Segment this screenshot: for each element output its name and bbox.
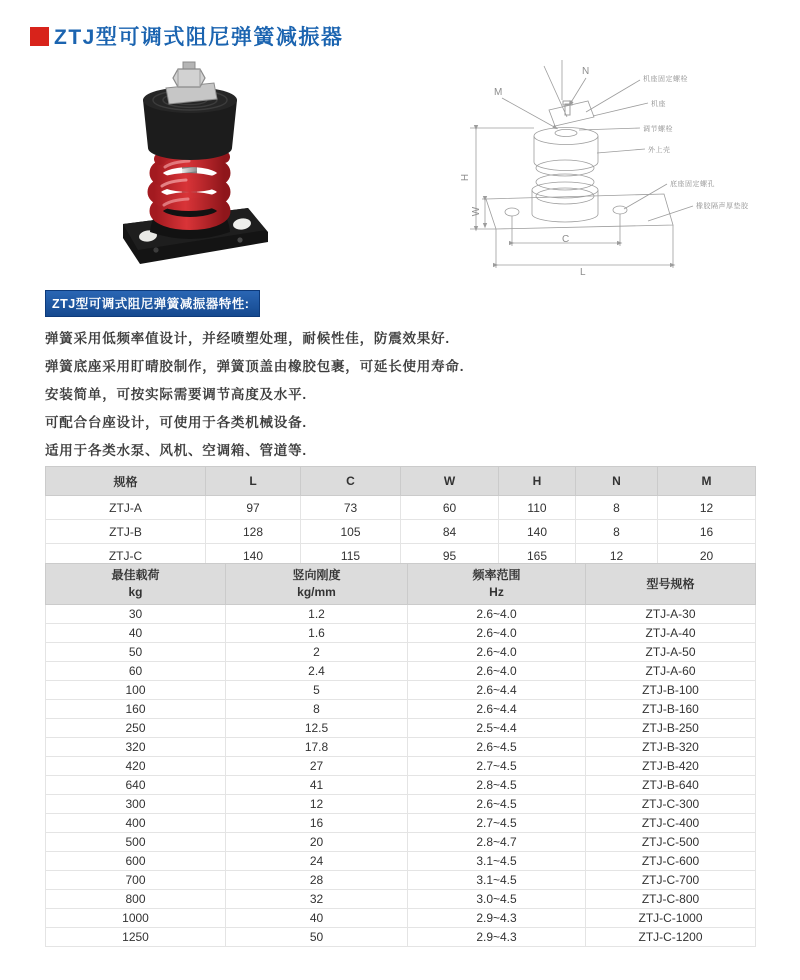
table-cell: ZTJ-C-500: [586, 833, 756, 852]
table-cell: 2.6~4.0: [408, 605, 586, 624]
page-header: [30, 21, 343, 51]
table-cell: 420: [46, 757, 226, 776]
table-row: [46, 814, 756, 833]
technical-diagram: [436, 54, 796, 290]
table-cell: 105: [301, 520, 401, 544]
col-header-stiffness-title: 竖向刚度: [292, 568, 341, 582]
fixing-bolt: [563, 78, 586, 115]
table-cell: 12.5: [226, 719, 408, 738]
table-cell: ZTJ-B-420: [586, 757, 756, 776]
table-cell: 3.1~4.5: [408, 852, 586, 871]
table-cell: 165: [499, 544, 576, 568]
table-cell: 5: [226, 681, 408, 700]
table-cell: 140: [206, 544, 301, 568]
table-cell: 500: [46, 833, 226, 852]
spec-table: [45, 563, 756, 947]
table-cell: ZTJ-A-40: [586, 624, 756, 643]
product-photo: [90, 56, 366, 292]
col-header-spec: 规格: [46, 467, 206, 496]
dimension-table-header-row: [46, 467, 756, 496]
table-cell: ZTJ-C-300: [586, 795, 756, 814]
table-cell: 3.0~4.5: [408, 890, 586, 909]
table-row: [46, 681, 756, 700]
callout-adjusting-bolt: 调节螺栓: [643, 126, 673, 133]
table-cell: ZTJ-B-100: [586, 681, 756, 700]
callout-machine-base: 机座: [651, 101, 666, 108]
table-cell: 84: [401, 520, 499, 544]
spec-table-body: [46, 605, 756, 947]
feature-line: 适用于各类水泵、风机、空调箱、管道等.: [45, 443, 307, 458]
table-cell: ZTJ-C-600: [586, 852, 756, 871]
table-cell: ZTJ-B-160: [586, 700, 756, 719]
table-cell: 60: [401, 496, 499, 520]
table-row: [46, 871, 756, 890]
table-cell: 2.9~4.3: [408, 928, 586, 947]
table-cell: 2.8~4.7: [408, 833, 586, 852]
col-header-n: N: [576, 467, 658, 496]
table-cell: 2.6~4.0: [408, 643, 586, 662]
table-cell: 128: [206, 520, 301, 544]
table-cell: ZTJ-A: [46, 496, 206, 520]
table-cell: 27: [226, 757, 408, 776]
table-cell: 30: [46, 605, 226, 624]
col-header-model-title: 型号规格: [646, 576, 695, 591]
table-row: [46, 890, 756, 909]
dimension-table: [45, 466, 756, 568]
feature-line: 弹簧采用低频率值设计，并经喷塑处理，耐候性佳，防震效果好.: [45, 331, 450, 346]
table-cell: 40: [46, 624, 226, 643]
table-cell: 8: [226, 700, 408, 719]
table-cell: 320: [46, 738, 226, 757]
l-dimension: [496, 225, 673, 268]
table-cell: 2.6~4.0: [408, 662, 586, 681]
table-cell: 115: [301, 544, 401, 568]
table-cell: 2.7~4.5: [408, 814, 586, 833]
col-header-h: H: [499, 467, 576, 496]
table-row: [46, 700, 756, 719]
dim-label-m: M: [494, 87, 503, 98]
table-cell: ZTJ-B-250: [586, 719, 756, 738]
features-heading: ZTJ型可调式阻尼弹簧减振器特性:: [45, 290, 260, 317]
dimension-table-body: [46, 496, 756, 568]
table-cell: 32: [226, 890, 408, 909]
table-cell: 140: [499, 520, 576, 544]
table-cell: 110: [499, 496, 576, 520]
callout-machine-fixing-bolt: 机座固定螺栓: [643, 76, 688, 83]
table-cell: 250: [46, 719, 226, 738]
table-cell: 2.7~4.5: [408, 757, 586, 776]
dim-label-n: N: [582, 66, 590, 77]
table-cell: 2.6~4.4: [408, 681, 586, 700]
col-header-load: [46, 564, 226, 605]
table-cell: 160: [46, 700, 226, 719]
table-cell: 20: [658, 544, 756, 568]
table-cell: ZTJ-C-400: [586, 814, 756, 833]
table-cell: 12: [226, 795, 408, 814]
feature-lines: [45, 325, 745, 465]
table-cell: ZTJ-A-50: [586, 643, 756, 662]
col-header-load-unit: kg: [128, 585, 143, 599]
table-cell: 60: [46, 662, 226, 681]
table-cell: 24: [226, 852, 408, 871]
table-cell: ZTJ-C: [46, 544, 206, 568]
w-dimension: [482, 199, 486, 226]
table-cell: 97: [206, 496, 301, 520]
callout-rubber-pad: 橡胶隔声厚垫胶: [696, 203, 749, 210]
table-cell: 640: [46, 776, 226, 795]
table-cell: ZTJ-C-1200: [586, 928, 756, 947]
col-header-model: [586, 564, 756, 605]
callout-base-fixing-hole: 底座固定螺孔: [670, 181, 715, 188]
table-cell: ZTJ-B-320: [586, 738, 756, 757]
table-cell: 17.8: [226, 738, 408, 757]
diagram-base-plate: [486, 194, 673, 229]
page-title: ZTJ型可调式阻尼弹簧减振器: [54, 26, 344, 49]
table-row: [46, 852, 756, 871]
table-cell: 1250: [46, 928, 226, 947]
red-square-bullet-icon: [30, 27, 49, 46]
table-cell: 700: [46, 871, 226, 890]
callout-outer-shell: 外上壳: [648, 147, 671, 154]
table-cell: 2.6~4.5: [408, 738, 586, 757]
table-cell: 300: [46, 795, 226, 814]
feature-line: 弹簧底座采用盯晴胶制作，弹簧顶盖由橡胶包裹，可延长使用寿命.: [45, 359, 465, 374]
table-cell: 1.2: [226, 605, 408, 624]
table-cell: 100: [46, 681, 226, 700]
col-header-stiffness: [226, 564, 408, 605]
table-cell: 400: [46, 814, 226, 833]
outer-shell: [534, 128, 598, 171]
table-cell: 2.6~4.5: [408, 795, 586, 814]
callout-leaders: [579, 80, 693, 221]
table-row: [46, 605, 756, 624]
table-cell: ZTJ-C-700: [586, 871, 756, 890]
table-row: [46, 776, 756, 795]
table-cell: 2.5~4.4: [408, 719, 586, 738]
table-cell: 2.4: [226, 662, 408, 681]
table-cell: ZTJ-A-60: [586, 662, 756, 681]
table-row: [46, 624, 756, 643]
table-cell: 12: [576, 544, 658, 568]
dim-label-c: C: [562, 234, 570, 245]
col-header-frequency-title: 频率范围: [472, 568, 521, 582]
table-cell: 41: [226, 776, 408, 795]
features-section: [45, 290, 745, 465]
table-cell: 50: [226, 928, 408, 947]
dim-label-w: W: [471, 206, 483, 217]
m-leader: [502, 98, 556, 128]
table-cell: 28: [226, 871, 408, 890]
top-bolt: [166, 62, 217, 104]
feature-line: 安装简单，可按实际需要调节高度及水平.: [45, 387, 307, 402]
feature-line: 可配合台座设计，可使用于各类机械设备.: [45, 415, 307, 430]
table-cell: 2.9~4.3: [408, 909, 586, 928]
col-header-frequency-unit: Hz: [489, 585, 504, 599]
col-header-m: M: [658, 467, 756, 496]
spec-table-header-row: [46, 564, 756, 605]
table-cell: ZTJ-B: [46, 520, 206, 544]
table-row: [46, 795, 756, 814]
table-row: [46, 496, 756, 520]
product-photo-art: [90, 56, 366, 292]
table-row: [46, 833, 756, 852]
table-cell: ZTJ-A-30: [586, 605, 756, 624]
table-row: [46, 738, 756, 757]
table-cell: 95: [401, 544, 499, 568]
table-cell: 20: [226, 833, 408, 852]
dim-label-l: L: [580, 267, 586, 278]
table-cell: 8: [576, 496, 658, 520]
col-header-l: L: [206, 467, 301, 496]
col-header-c: C: [301, 467, 401, 496]
col-header-frequency: [408, 564, 586, 605]
table-cell: 50: [46, 643, 226, 662]
table-cell: 16: [226, 814, 408, 833]
table-row: [46, 719, 756, 738]
table-cell: ZTJ-B-640: [586, 776, 756, 795]
col-header-w: W: [401, 467, 499, 496]
table-cell: ZTJ-C-1000: [586, 909, 756, 928]
table-row: [46, 662, 756, 681]
col-header-load-title: 最佳载荷: [111, 568, 160, 582]
machine-base-bracket: [549, 101, 594, 126]
dim-label-h: H: [460, 173, 472, 182]
table-cell: 600: [46, 852, 226, 871]
table-cell: 3.1~4.5: [408, 871, 586, 890]
table-row: [46, 909, 756, 928]
table-cell: 2.6~4.0: [408, 624, 586, 643]
table-cell: 800: [46, 890, 226, 909]
table-cell: 1.6: [226, 624, 408, 643]
table-row: [46, 520, 756, 544]
table-cell: 2.6~4.4: [408, 700, 586, 719]
table-cell: 12: [658, 496, 756, 520]
table-row: [46, 928, 756, 947]
diagram-line-art: [436, 54, 796, 290]
table-cell: 40: [226, 909, 408, 928]
table-cell: 1000: [46, 909, 226, 928]
table-cell: ZTJ-C-800: [586, 890, 756, 909]
table-cell: 8: [576, 520, 658, 544]
table-cell: 2.8~4.5: [408, 776, 586, 795]
table-row: [46, 643, 756, 662]
table-row: [46, 757, 756, 776]
table-cell: 2: [226, 643, 408, 662]
col-header-stiffness-unit: kg/mm: [297, 585, 336, 599]
table-cell: 16: [658, 520, 756, 544]
table-cell: 73: [301, 496, 401, 520]
